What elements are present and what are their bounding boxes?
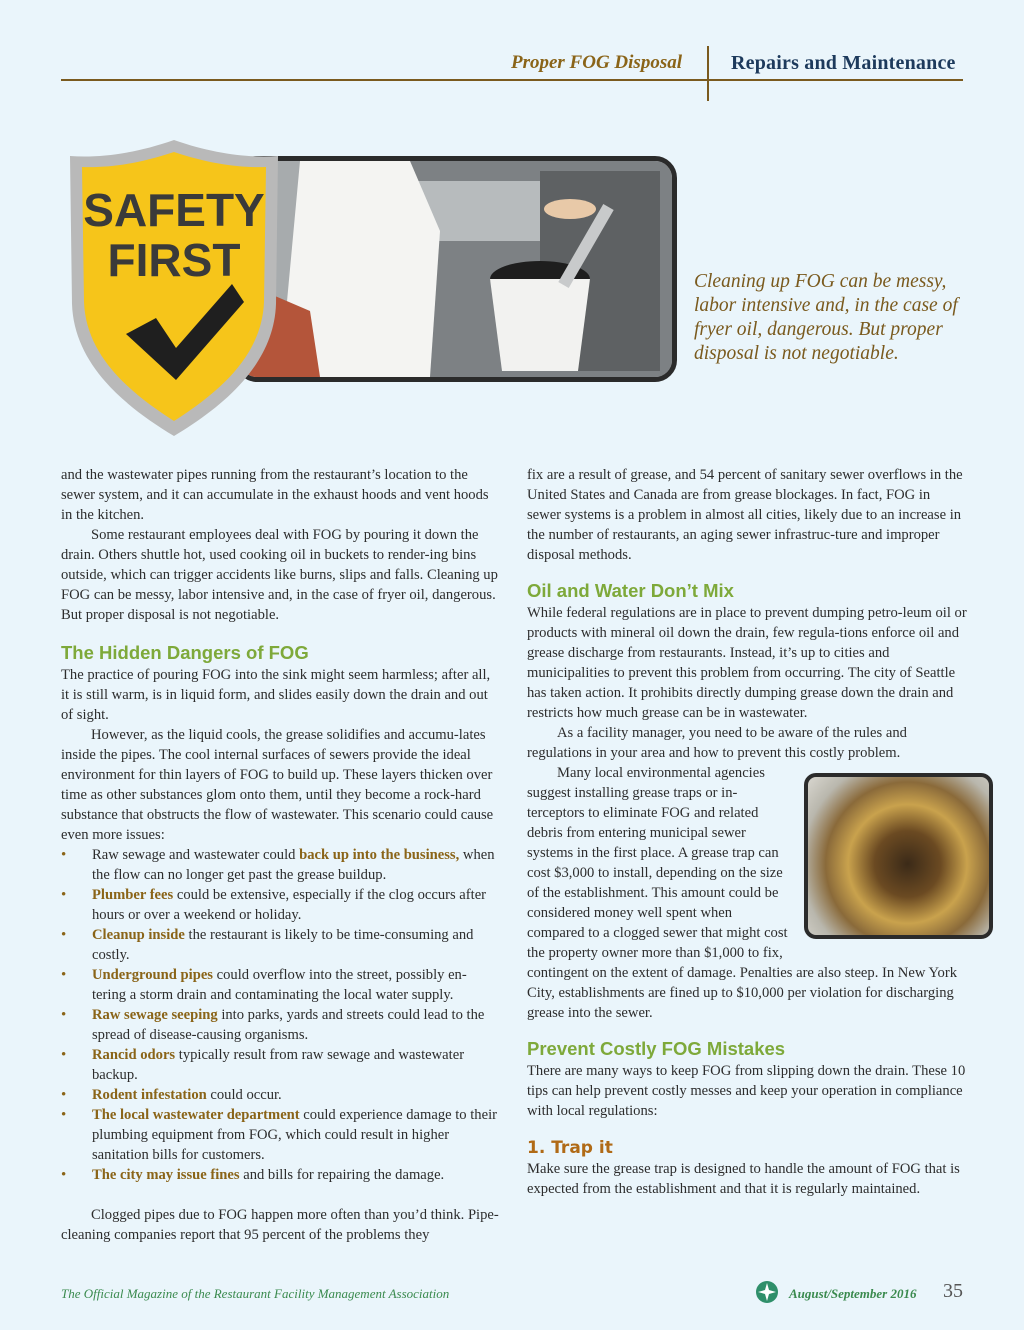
hero-photo — [235, 156, 677, 382]
page-number: 35 — [943, 1280, 963, 1302]
section-heading: Prevent Costly FOG Mistakes — [527, 1038, 786, 1059]
badge-line1: SAFETY — [83, 184, 265, 236]
safety-first-shield — [64, 134, 284, 444]
rfma-logo-icon — [755, 1280, 779, 1304]
header-divider — [707, 46, 709, 101]
list-item: • The city may issue fines and bills for repairing the damage. — [61, 1165, 499, 1185]
list-item: • Rancid odors typically result from raw sewage and wastewater backup. — [61, 1045, 499, 1085]
paragraph: However, as the liquid cools, the grease solidifies and accumu-lates inside the pipes. The cool internal surfaces of sewers provide the ideal environment for thin layers of FOG to build up. These layers thicken over time as other substances glom onto them, until they become a rock-hard substance that obstructs the flow of wastewater. This scenario could cause even more issues: — [61, 727, 494, 843]
list-item: • Raw sewage seeping into parks, yards and streets could lead to the spread of disease-causing organisms. — [61, 1005, 499, 1045]
paragraph: While federal regulations are in place to prevent dumping petro-leum oil or products with mineral oil down the drain, few regula-tions enforce oil and grease discharge from restaurants. Instead, it’s up to cities and municipalities to prevent this problem from occurring. The city of Seattle has taken action. It prohibits directly dumping grease down the drain and restricts how much grease can be in wastewater. — [527, 605, 967, 721]
header-rule — [61, 79, 963, 81]
section-heading: Oil and Water Don’t Mix — [527, 580, 734, 601]
paragraph: As a facility manager, you need to be aware of the rules and regulations in your area and how to prevent this costly problem. — [527, 725, 907, 761]
list-item: • Cleanup inside the restaurant is likely to be time-consuming and costly. — [61, 925, 499, 965]
tip-heading: 1. Trap it — [527, 1138, 613, 1158]
paragraph: There are many ways to keep FOG from slipping down the drain. These 10 tips can help prevent costly messes and keep your operation in compliance with local regulations: — [527, 1063, 966, 1119]
paragraph: The practice of pouring FOG into the sink might seem harmless; after all, it is still warm, is in liquid form, and slides easily down the drain and out of sight. — [61, 667, 491, 723]
paragraph: Some restaurant employees deal with FOG by pouring it down the drain. Others shuttle hot, used cooking oil in buckets to render-ing bins outside, which can trigger accidents like burns, slips and falls. Cleaning up FOG can be messy, labor intensive and, in the case of fryer oil, dangerous. But proper disposal is not negotiable. — [61, 527, 498, 623]
dangers-list — [61, 845, 499, 1185]
badge-line2: FIRST — [107, 234, 241, 286]
paragraph: Many local environmental agencies suggest installing grease traps or in-terceptors to eliminate FOG and related debris from entering municipal sewer systems in the first place. A grease trap can cost $3,000 to install, depending on the size of the establishment. This amount could be considered money well spent when compared to a clogged sewer that might cost the property owner more than $1,000 to fix, contingent on the extent of damage. Penalties are also steep. In New York City, establishments are fined up to $10,000 per violation for discharging grease into the sewer. — [527, 765, 957, 1021]
fryer-cleaning-photo — [240, 161, 672, 377]
section-title: Proper FOG Disposal — [510, 52, 682, 73]
magazine-credit: The Official Magazine of the Restaurant Facility Management Association — [61, 1286, 450, 1301]
list-item: • Raw sewage and wastewater could back up into the business, when the flow can no longer get past the grease buildup. — [61, 845, 499, 885]
list-item: • The local wastewater department could experience damage to their plumbing equipment from FOG, which could result in higher sanitation bills for customers. — [61, 1105, 499, 1165]
category-title: Repairs and Maintenance — [731, 52, 956, 74]
paragraph: fix are a result of grease, and 54 percent of sanitary sewer overflows in the United States and Canada are from grease blockages. In fact, FOG in sewer systems is a problem in almost all cities, likely due to an increase in the number of restaurants, an aging sewer infrastruc-ture and improper disposal methods. — [527, 467, 963, 563]
right-column — [527, 465, 967, 1199]
issue-date: August/September 2016 — [789, 1286, 917, 1301]
left-column — [61, 465, 499, 1245]
list-item: • Underground pipes could overflow into the street, possibly en-tering a storm drain and contaminating the local water supply. — [61, 965, 499, 1005]
paragraph: Clogged pipes due to FOG happen more often than you’d think. Pipe-cleaning companies report that 95 percent of the problems they — [61, 1207, 499, 1243]
section-heading: The Hidden Dangers of FOG — [61, 642, 309, 663]
paragraph: and the wastewater pipes running from the restaurant’s location to the sewer system, and it can accumulate in the exhaust hoods and vent hoods in the kitchen. — [61, 467, 489, 523]
paragraph: Make sure the grease trap is designed to handle the amount of FOG that is expected from the establishment and that it is regularly maintained. — [527, 1161, 960, 1197]
clogged-pipe-photo — [804, 773, 993, 939]
hero-caption: Cleaning up FOG can be messy, labor intensive and, in the case of fryer oil, dangerous. But proper disposal is not negotiable. — [694, 271, 958, 364]
list-item: • Plumber fees could be extensive, especially if the clog occurs after hours or over a weekend or holiday. — [61, 885, 499, 925]
list-item: • Rodent infestation could occur. — [61, 1085, 499, 1105]
